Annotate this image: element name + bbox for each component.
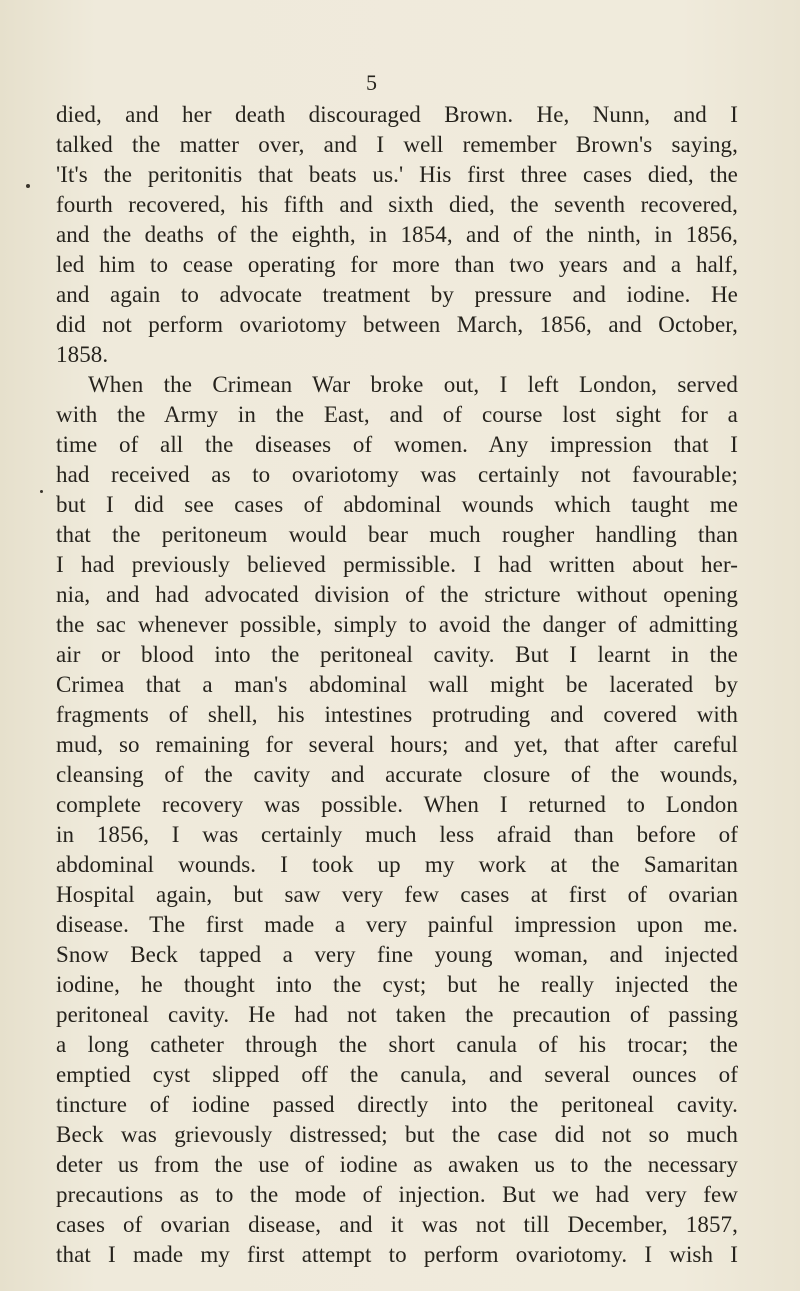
text-line-6: led him to cease operating for more than two years and a half,: [56, 252, 738, 277]
text-line-31: peritoneal cavity. He had not taken the precaution of passing: [56, 1002, 738, 1027]
text-line-14: but I did see cases of abdominal wounds which taught me: [56, 492, 738, 517]
text-line-19: air or blood into the peritoneal cavity. But I learnt in the: [56, 642, 738, 667]
text-line-23: cleansing of the cavity and accurate closure of the wounds,: [56, 762, 738, 787]
text-line-1: died, and her death discouraged Brown. He, Nunn, and I: [56, 102, 738, 127]
text-line-38: cases of ovarian disease, and it was not till December, 1857,: [56, 1212, 738, 1237]
page-number: 5: [366, 70, 377, 95]
text-line-39: that I made my first attempt to perform ovariotomy. I wish I: [56, 1242, 738, 1267]
text-line-36: deter us from the use of iodine as awaken us to the necessary: [56, 1152, 738, 1177]
text-line-27: Hospital again, but saw very few cases at first of ovarian: [56, 882, 738, 907]
text-line-20: Crimea that a man's abdominal wall might be lacerated by: [56, 672, 738, 697]
text-line-7: and again to advocate treatment by pressure and iodine. He: [56, 282, 738, 307]
text-line-35: Beck was grievously distressed; but the case did not so much: [56, 1122, 738, 1147]
text-line-12: time of all the diseases of women. Any impression that I: [56, 432, 738, 457]
text-line-4: fourth recovered, his fifth and sixth died, the seventh recovered,: [56, 192, 738, 217]
text-line-30: iodine, he thought into the cyst; but he really injected the: [56, 972, 738, 997]
text-line-26: abdominal wounds. I took up my work at the Samaritan: [56, 852, 738, 877]
text-line-18: the sac whenever possible, simply to avoid the danger of admitting: [56, 612, 738, 637]
text-line-10: When the Crimean War broke out, I left London, served: [88, 372, 738, 397]
text-line-33: emptied cyst slipped off the canula, and several ounces of: [56, 1062, 738, 1087]
text-line-28: disease. The first made a very painful impression upon me.: [56, 912, 738, 937]
text-line-16: I had previously believed permissible. I had written about her-: [56, 552, 738, 577]
paper-speck: [40, 490, 43, 493]
text-line-3: 'It's the peritonitis that beats us.' His first three cases died, the: [56, 162, 738, 187]
text-line-9: 1858.: [56, 342, 109, 367]
text-line-5: and the deaths of the eighth, in 1854, and of the ninth, in 1856,: [56, 222, 738, 247]
text-line-8: did not perform ovariotomy between March, 1856, and October,: [56, 312, 738, 337]
text-line-21: fragments of shell, his intestines protruding and covered with: [56, 702, 738, 727]
text-line-2: talked the matter over, and I well remember Brown's saying,: [56, 132, 738, 157]
text-line-22: mud, so remaining for several hours; and yet, that after careful: [56, 732, 738, 757]
text-line-37: precautions as to the mode of injection. But we had very few: [56, 1182, 738, 1207]
text-line-15: that the peritoneum would bear much rougher handling than: [56, 522, 738, 547]
text-line-25: in 1856, I was certainly much less afraid than before of: [56, 822, 738, 847]
text-line-24: complete recovery was possible. When I returned to London: [56, 792, 738, 817]
text-line-17: nia, and had advocated division of the stricture without opening: [56, 582, 738, 607]
text-line-32: a long catheter through the short canula of his trocar; the: [56, 1032, 738, 1057]
text-line-34: tincture of iodine passed directly into the peritoneal cavity.: [56, 1092, 738, 1117]
text-line-13: had received as to ovariotomy was certainly not favourable;: [56, 462, 738, 487]
paper-speck: [26, 184, 30, 188]
text-line-11: with the Army in the East, and of course lost sight for a: [56, 402, 738, 427]
text-line-29: Snow Beck tapped a very fine young woman, and injected: [56, 942, 738, 967]
